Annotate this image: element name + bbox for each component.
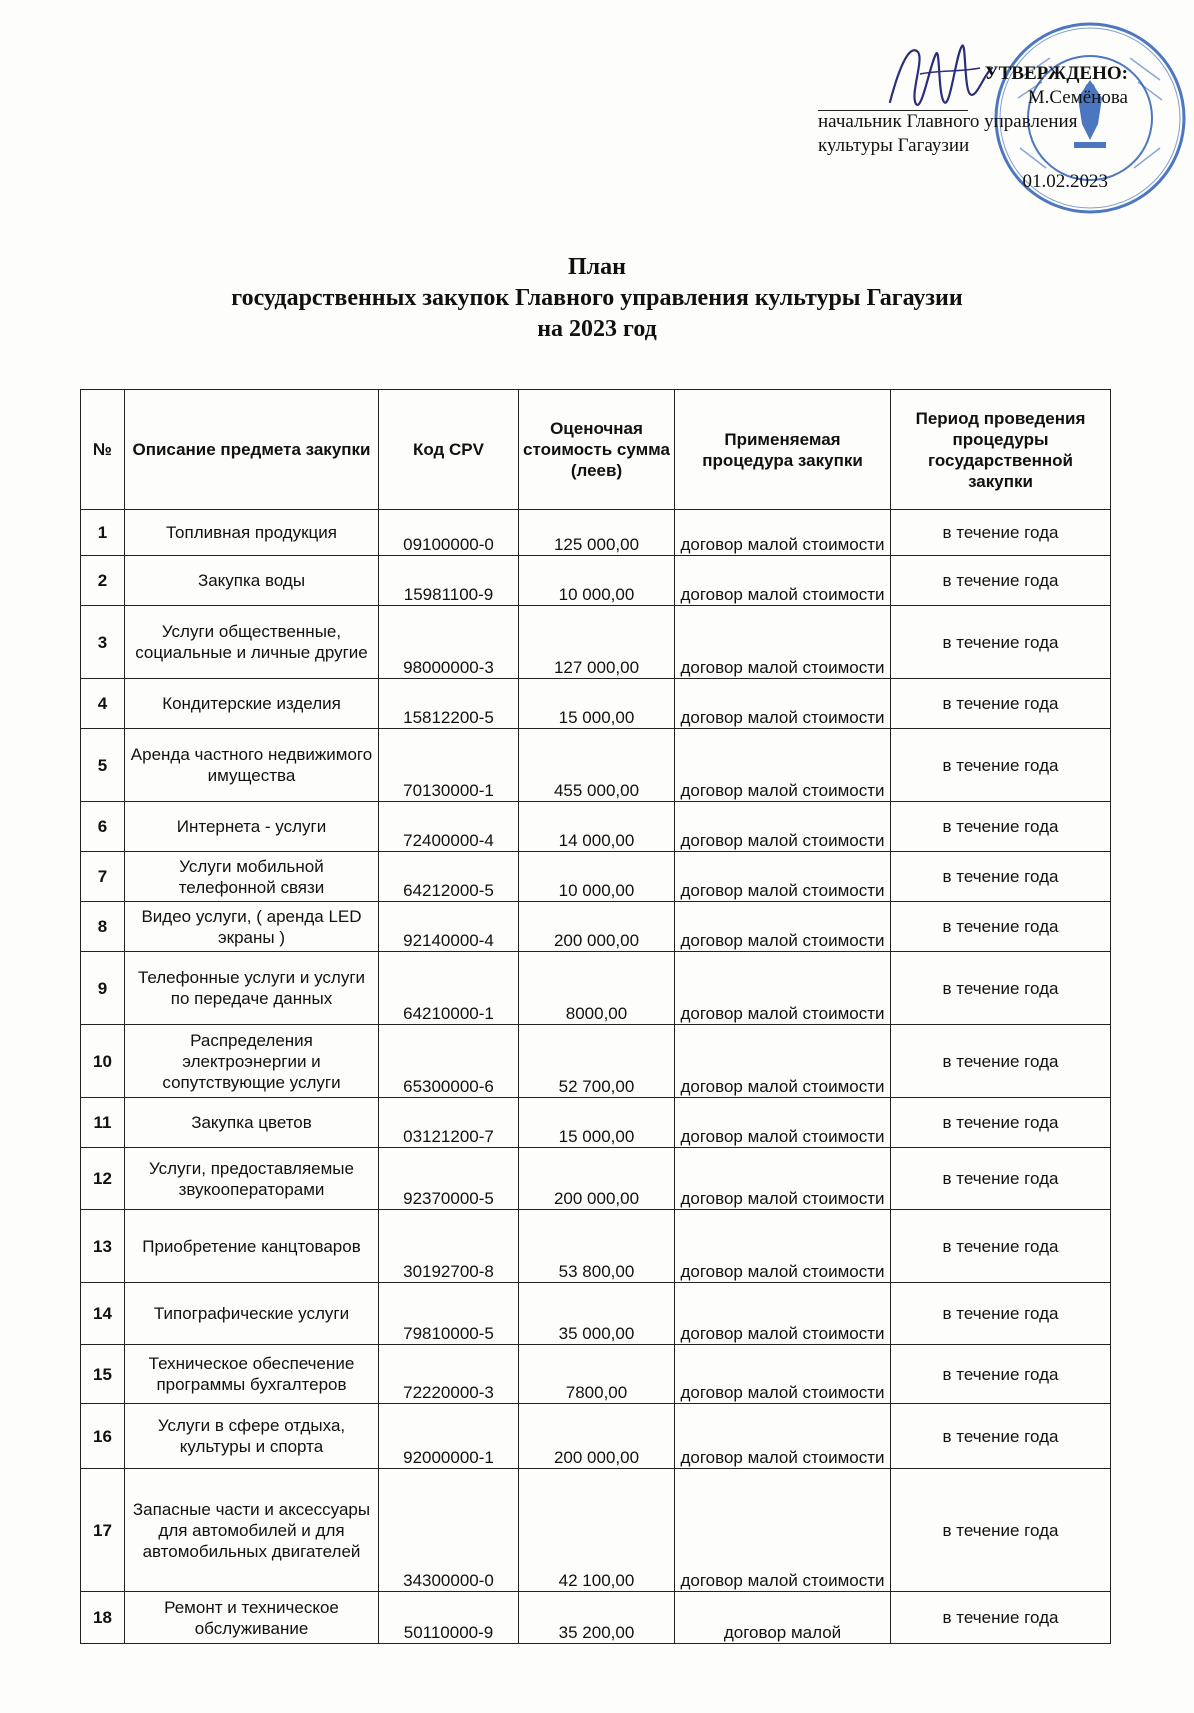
row-estimated-sum: 53 800,00 bbox=[519, 1210, 675, 1283]
row-estimated-sum: 15 000,00 bbox=[519, 679, 675, 729]
row-estimated-sum: 127 000,00 bbox=[519, 606, 675, 679]
row-description: Кондитерские изделия bbox=[125, 679, 379, 729]
row-period: в течение года bbox=[891, 1283, 1111, 1345]
row-cpv-code: 15812200-5 bbox=[379, 679, 519, 729]
row-period: в течение года bbox=[891, 802, 1111, 852]
table-row bbox=[81, 852, 1111, 902]
row-estimated-sum: 35 200,00 bbox=[519, 1592, 675, 1644]
row-period: в течение года bbox=[891, 1098, 1111, 1148]
row-procedure: договор малой bbox=[675, 1592, 891, 1644]
row-procedure: договор малой стоимости bbox=[675, 1404, 891, 1469]
row-description: Типографические услуги bbox=[125, 1283, 379, 1345]
row-description: Интернета - услуги bbox=[125, 802, 379, 852]
row-number: 1 bbox=[81, 510, 125, 556]
row-procedure: договор малой стоимости bbox=[675, 802, 891, 852]
row-number: 7 bbox=[81, 852, 125, 902]
row-procedure: договор малой стоимости bbox=[675, 679, 891, 729]
table-body bbox=[81, 510, 1111, 1644]
row-number: 11 bbox=[81, 1098, 125, 1148]
row-period: в течение года bbox=[891, 1148, 1111, 1210]
heading-line-1: План bbox=[568, 254, 626, 280]
row-cpv-code: 64212000-5 bbox=[379, 852, 519, 902]
row-estimated-sum: 14 000,00 bbox=[519, 802, 675, 852]
row-period: в течение года bbox=[891, 902, 1111, 952]
row-description: Топливная продукция bbox=[125, 510, 379, 556]
row-number: 6 bbox=[81, 802, 125, 852]
row-procedure: договор малой стоимости bbox=[675, 1345, 891, 1404]
procurement-table bbox=[80, 389, 1111, 1644]
table-row bbox=[81, 510, 1111, 556]
row-estimated-sum: 125 000,00 bbox=[519, 510, 675, 556]
row-description: Видео услуги, ( аренда LED экраны ) bbox=[125, 902, 379, 952]
row-description: Закупка цветов bbox=[125, 1098, 379, 1148]
row-estimated-sum: 200 000,00 bbox=[519, 902, 675, 952]
header-period: Период проведения процедуры государственной закупки bbox=[891, 390, 1111, 510]
row-cpv-code: 72400000-4 bbox=[379, 802, 519, 852]
row-number: 9 bbox=[81, 952, 125, 1025]
header-description: Описание предмета закупки bbox=[125, 390, 379, 510]
row-description: Техническое обеспечение программы бухгалтеров bbox=[125, 1345, 379, 1404]
row-number: 2 bbox=[81, 556, 125, 606]
row-description: Закупка воды bbox=[125, 556, 379, 606]
table-row bbox=[81, 802, 1111, 852]
row-procedure: договор малой стоимости bbox=[675, 952, 891, 1025]
row-period: в течение года bbox=[891, 1469, 1111, 1592]
row-procedure: договор малой стоимости bbox=[675, 852, 891, 902]
approval-title: УТВЕРЖДЕНО: bbox=[984, 63, 1128, 84]
row-cpv-code: 50110000-9 bbox=[379, 1592, 519, 1644]
table-row bbox=[81, 1345, 1111, 1404]
table-row bbox=[81, 606, 1111, 679]
table-row bbox=[81, 1592, 1111, 1644]
row-number: 15 bbox=[81, 1345, 125, 1404]
row-cpv-code: 92140000-4 bbox=[379, 902, 519, 952]
row-period: в течение года bbox=[891, 1345, 1111, 1404]
row-number: 17 bbox=[81, 1469, 125, 1592]
row-cpv-code: 92000000-1 bbox=[379, 1404, 519, 1469]
row-estimated-sum: 455 000,00 bbox=[519, 729, 675, 802]
row-cpv-code: 30192700-8 bbox=[379, 1210, 519, 1283]
heading-line-2: государственных закупок Главного управления культуры Гагаузии bbox=[231, 285, 963, 311]
row-period: в течение года bbox=[891, 1592, 1111, 1644]
row-period: в течение года bbox=[891, 606, 1111, 679]
row-cpv-code: 15981100-9 bbox=[379, 556, 519, 606]
row-period: в течение года bbox=[891, 1404, 1111, 1469]
table-row bbox=[81, 729, 1111, 802]
row-procedure: договор малой стоимости bbox=[675, 1098, 891, 1148]
table-row bbox=[81, 952, 1111, 1025]
table-row bbox=[81, 1210, 1111, 1283]
document-heading bbox=[0, 252, 1194, 345]
heading-line-3: на 2023 год bbox=[537, 316, 657, 342]
row-number: 18 bbox=[81, 1592, 125, 1644]
row-cpv-code: 64210000-1 bbox=[379, 952, 519, 1025]
header-procedure: Применяемая процедура закупки bbox=[675, 390, 891, 510]
row-procedure: договор малой стоимости bbox=[675, 729, 891, 802]
row-procedure: договор малой стоимости bbox=[675, 1283, 891, 1345]
row-period: в течение года bbox=[891, 1210, 1111, 1283]
row-cpv-code: 65300000-6 bbox=[379, 1025, 519, 1098]
row-procedure: договор малой стоимости bbox=[675, 902, 891, 952]
row-procedure: договор малой стоимости bbox=[675, 1210, 891, 1283]
row-period: в течение года bbox=[891, 852, 1111, 902]
table-row bbox=[81, 679, 1111, 729]
row-period: в течение года bbox=[891, 679, 1111, 729]
header-cpv: Код CPV bbox=[379, 390, 519, 510]
table-row bbox=[81, 1148, 1111, 1210]
row-description: Услуги, предоставляемые звукооператорами bbox=[125, 1148, 379, 1210]
row-number: 8 bbox=[81, 902, 125, 952]
row-cpv-code: 09100000-0 bbox=[379, 510, 519, 556]
table-row bbox=[81, 902, 1111, 952]
row-estimated-sum: 8000,00 bbox=[519, 952, 675, 1025]
table-row bbox=[81, 1283, 1111, 1345]
row-cpv-code: 03121200-7 bbox=[379, 1098, 519, 1148]
row-procedure: договор малой стоимости bbox=[675, 510, 891, 556]
row-number: 10 bbox=[81, 1025, 125, 1098]
table-row bbox=[81, 1098, 1111, 1148]
row-period: в течение года bbox=[891, 510, 1111, 556]
approval-date: 01.02.2023 bbox=[1022, 171, 1108, 192]
approver-position-line1: начальник Главного управления bbox=[818, 111, 1078, 132]
row-estimated-sum: 200 000,00 bbox=[519, 1148, 675, 1210]
table-header-row bbox=[81, 390, 1111, 510]
row-estimated-sum: 42 100,00 bbox=[519, 1469, 675, 1592]
table-row bbox=[81, 556, 1111, 606]
row-period: в течение года bbox=[891, 729, 1111, 802]
row-number: 16 bbox=[81, 1404, 125, 1469]
approver-name: М.Семёнова bbox=[1027, 87, 1128, 108]
row-procedure: договор малой стоимости bbox=[675, 606, 891, 679]
header-num: № bbox=[81, 390, 125, 510]
row-period: в течение года bbox=[891, 952, 1111, 1025]
row-estimated-sum: 7800,00 bbox=[519, 1345, 675, 1404]
row-number: 13 bbox=[81, 1210, 125, 1283]
row-description: Аренда частного недвижимого имущества bbox=[125, 729, 379, 802]
approver-position-line2: культуры Гагаузии bbox=[818, 135, 970, 156]
row-number: 12 bbox=[81, 1148, 125, 1210]
row-period: в течение года bbox=[891, 556, 1111, 606]
row-cpv-code: 72220000-3 bbox=[379, 1345, 519, 1404]
row-description: Ремонт и техническое обслуживание bbox=[125, 1592, 379, 1644]
row-cpv-code: 34300000-0 bbox=[379, 1469, 519, 1592]
row-description: Приобретение канцтоваров bbox=[125, 1210, 379, 1283]
row-procedure: договор малой стоимости bbox=[675, 1025, 891, 1098]
row-estimated-sum: 52 700,00 bbox=[519, 1025, 675, 1098]
row-estimated-sum: 35 000,00 bbox=[519, 1283, 675, 1345]
row-procedure: договор малой стоимости bbox=[675, 556, 891, 606]
row-number: 14 bbox=[81, 1283, 125, 1345]
signature-line bbox=[818, 110, 968, 111]
approval-block bbox=[818, 62, 1138, 194]
row-cpv-code: 70130000-1 bbox=[379, 729, 519, 802]
row-procedure: договор малой стоимости bbox=[675, 1148, 891, 1210]
table-row bbox=[81, 1404, 1111, 1469]
row-description: Телефонные услуги и услуги по передаче данных bbox=[125, 952, 379, 1025]
row-estimated-sum: 10 000,00 bbox=[519, 556, 675, 606]
row-number: 3 bbox=[81, 606, 125, 679]
table-row bbox=[81, 1469, 1111, 1592]
row-description: Услуги общественные, социальные и личные другие bbox=[125, 606, 379, 679]
header-sum: Оценочная стоимость сумма (леев) bbox=[519, 390, 675, 510]
row-number: 4 bbox=[81, 679, 125, 729]
row-description: Услуги мобильной телефонной связи bbox=[125, 852, 379, 902]
row-number: 5 bbox=[81, 729, 125, 802]
row-description: Запасные части и аксессуары для автомобилей и для автомобильных двигателей bbox=[125, 1469, 379, 1592]
row-cpv-code: 92370000-5 bbox=[379, 1148, 519, 1210]
row-estimated-sum: 15 000,00 bbox=[519, 1098, 675, 1148]
row-description: Услуги в сфере отдыха, культуры и спорта bbox=[125, 1404, 379, 1469]
row-estimated-sum: 10 000,00 bbox=[519, 852, 675, 902]
row-cpv-code: 79810000-5 bbox=[379, 1283, 519, 1345]
table-row bbox=[81, 1025, 1111, 1098]
row-procedure: договор малой стоимости bbox=[675, 1469, 891, 1592]
row-cpv-code: 98000000-3 bbox=[379, 606, 519, 679]
row-estimated-sum: 200 000,00 bbox=[519, 1404, 675, 1469]
row-period: в течение года bbox=[891, 1025, 1111, 1098]
row-description: Распределения электроэнергии и сопутствующие услуги bbox=[125, 1025, 379, 1098]
